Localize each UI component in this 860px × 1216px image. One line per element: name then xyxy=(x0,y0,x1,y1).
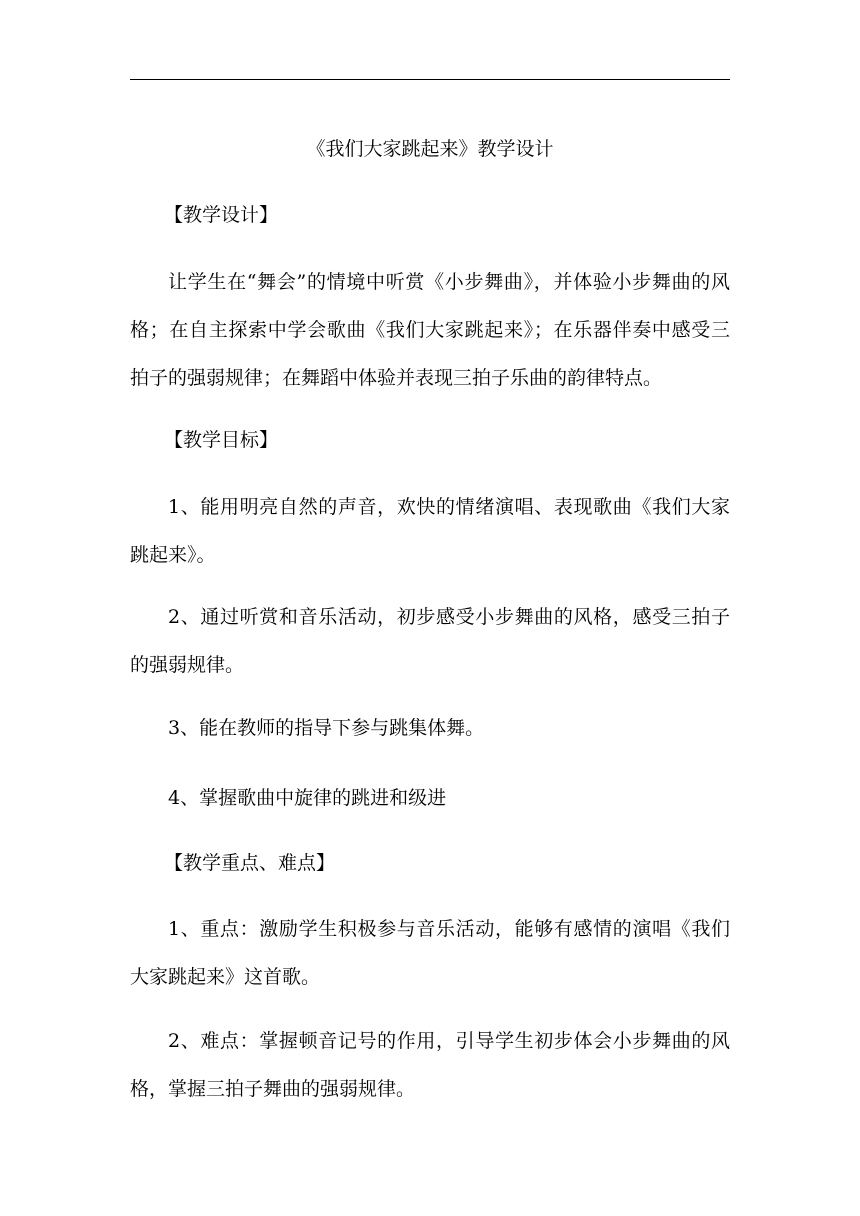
goal-3: 3、能在教师的指导下参与跳集体舞。 xyxy=(168,717,485,739)
keypoint-2-line-1: 2、难点：掌握顿音记号的作用，引导学生初步体会小步舞曲的风 xyxy=(168,1030,730,1052)
keypoint-1-line-1: 1、重点：激励学生积极参与音乐活动，能够有感情的演唱《我们 xyxy=(168,918,730,940)
goal-4: 4、掌握歌曲中旋律的跳进和级进 xyxy=(168,787,447,809)
goal-1-line-1: 1、能用明亮自然的声音，欢快的情绪演唱、表现歌曲《我们大家 xyxy=(168,496,730,518)
keypoint-2-line-2: 格，掌握三拍子舞曲的强弱规律。 xyxy=(130,1078,416,1100)
keypoint-1-line-2: 大家跳起来》这首歌。 xyxy=(130,966,321,988)
goal-2-line-1: 2、通过听赏和音乐活动，初步感受小步舞曲的风格，感受三拍子 xyxy=(168,606,730,628)
section-heading-keypoints: 【教学重点、难点】 xyxy=(164,852,336,874)
header-rule xyxy=(130,79,730,80)
design-paragraph-line-1: 让学生在“舞会”的情境中听赏《小步舞曲》，并体验小步舞曲的风 xyxy=(168,271,730,293)
section-heading-goals: 【教学目标】 xyxy=(164,429,279,451)
document-title: 《我们大家跳起来》教学设计 xyxy=(306,138,554,160)
section-heading-design: 【教学设计】 xyxy=(164,204,279,226)
design-paragraph-line-2: 格；在自主探索中学会歌曲《我们大家跳起来》；在乐器伴奏中感受三 xyxy=(130,319,730,341)
goal-1-line-2: 跳起来》。 xyxy=(130,544,216,566)
goal-2-line-2: 的强弱规律。 xyxy=(130,654,245,676)
design-paragraph-line-3: 拍子的强弱规律；在舞蹈中体验并表现三拍子乐曲的韵律特点。 xyxy=(130,367,663,389)
